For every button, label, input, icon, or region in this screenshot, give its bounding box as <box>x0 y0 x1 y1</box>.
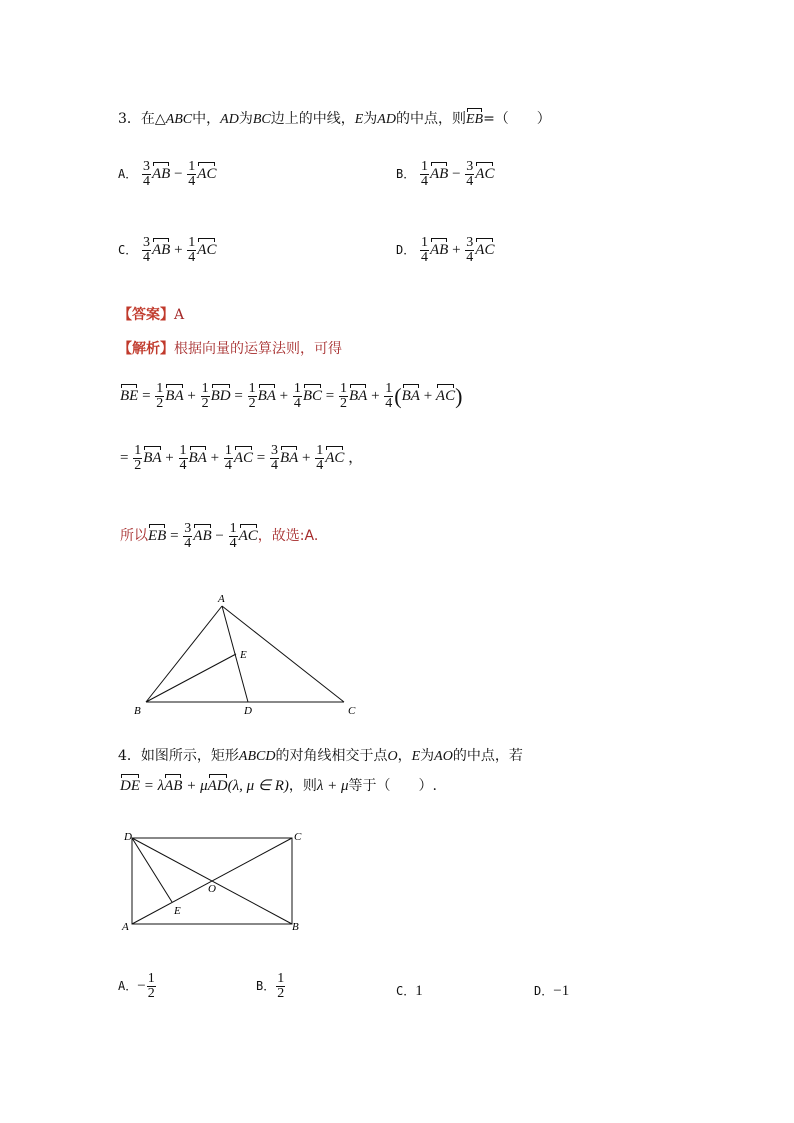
option-label: C． <box>118 242 138 257</box>
q3-text: AD <box>220 112 239 127</box>
fraction <box>201 382 210 411</box>
lambda-plus-mu: λ + μ <box>316 778 349 794</box>
vector-ba: BA <box>143 449 162 466</box>
label-c: C <box>294 831 302 843</box>
fraction <box>465 236 474 265</box>
triangle-figure <box>130 590 370 720</box>
fraction <box>465 160 474 189</box>
fraction <box>293 382 302 411</box>
fraction <box>187 160 196 189</box>
numerator: 3 <box>184 521 192 536</box>
analysis-tag: 【解析】 <box>118 341 174 357</box>
numerator: 1 <box>134 443 142 458</box>
denominator: 4 <box>316 458 324 473</box>
fraction <box>183 522 192 551</box>
denominator: 2 <box>248 396 256 411</box>
q4-text: 等于（ ）. <box>348 778 437 794</box>
fraction <box>248 382 257 411</box>
option-label: A． <box>118 978 138 993</box>
q4-text: ，则 <box>288 778 317 794</box>
answer-value: A <box>174 307 185 323</box>
q3-option-a[interactable] <box>118 160 216 189</box>
denominator: 2 <box>147 986 155 1001</box>
vector-eb: EB <box>465 112 484 127</box>
fraction <box>339 382 348 411</box>
vector-eb: EB <box>148 527 167 544</box>
vector-ba: BA <box>401 387 420 404</box>
q3-answer <box>118 304 184 324</box>
denominator: 2 <box>134 458 142 473</box>
numerator: 1 <box>201 381 209 396</box>
derivation-line-1: BE = $\frac{1}{2}$ BA + $\frac{1}{2}$ BD = $\frac{1}{2}$ BA + $\frac{1}{4}$ BC = $\frac{1}{2}$ BA + $\frac{1}{4}$ (BA + AC) <box>120 381 463 411</box>
label-b: B <box>134 705 141 717</box>
vector-ac: AC <box>197 241 217 258</box>
fraction <box>155 382 164 411</box>
numerator: 3 <box>466 159 474 174</box>
fraction <box>187 236 196 265</box>
denominator: 4 <box>188 250 196 265</box>
fraction <box>142 160 151 189</box>
q3-text: 在△ <box>140 111 166 127</box>
equals: = <box>166 527 183 544</box>
option-value: 1 <box>415 983 423 999</box>
q3-text: AD <box>377 112 396 127</box>
denominator: 2 <box>340 396 347 411</box>
vector-ac: AC <box>475 165 495 182</box>
q4-text: 为 <box>420 748 435 764</box>
q4-text: 的中点，若 <box>452 748 523 764</box>
label-e: E <box>174 905 181 917</box>
denominator: 4 <box>420 250 428 265</box>
numerator: 3 <box>142 235 150 250</box>
operator: − <box>452 165 461 182</box>
numerator: 1 <box>293 381 301 396</box>
denominator: 4 <box>229 536 237 551</box>
q4-option-c[interactable] <box>396 982 423 1000</box>
vector-ac: AC <box>238 527 258 544</box>
numerator: 1 <box>156 381 164 396</box>
q3-text: 为 <box>363 111 378 127</box>
vector-be: BE <box>120 387 139 404</box>
q4-number: 4． <box>118 748 141 764</box>
denominator: 2 <box>277 986 285 1001</box>
fraction <box>142 236 151 265</box>
conclusion-text: ，故选:A. <box>257 527 319 544</box>
denominator: 4 <box>224 458 232 473</box>
denominator: 4 <box>142 250 150 265</box>
vector-ba: BA <box>279 449 299 466</box>
vector-ac: AC <box>435 387 456 404</box>
label-a: A <box>218 593 225 605</box>
vector-ba: BA <box>257 387 276 404</box>
q4-text: 如图所示，矩形 <box>140 748 239 764</box>
denominator: 4 <box>184 536 192 551</box>
label-e: E <box>240 649 247 661</box>
q4-text: ABCD <box>238 749 276 764</box>
q3-stem <box>118 108 551 128</box>
vector-ba: BA <box>188 449 207 466</box>
fraction <box>133 444 142 473</box>
label-o: O <box>208 883 216 895</box>
q3-text: 的中点，则 <box>395 111 466 127</box>
label-d: D <box>244 705 252 717</box>
fraction <box>420 236 429 265</box>
paren: ( <box>394 383 402 409</box>
minus: − <box>211 527 228 544</box>
vector-ac: AC <box>233 449 253 466</box>
fraction <box>270 444 279 473</box>
fraction <box>147 972 156 1001</box>
denominator: 4 <box>420 174 428 189</box>
q3-option-c[interactable] <box>118 236 216 265</box>
vector-ac: AC <box>475 241 495 258</box>
label-a: A <box>122 921 129 933</box>
numerator: 1 <box>188 235 196 250</box>
option-label: A． <box>118 166 138 181</box>
q3-text: ABC <box>165 112 193 127</box>
equals-lambda: = λ <box>143 778 165 794</box>
segment-de <box>132 838 172 902</box>
denominator: 4 <box>270 458 278 473</box>
numerator: 3 <box>270 443 278 458</box>
segment-be <box>146 654 236 702</box>
conclusion-text: 所以 <box>120 527 148 544</box>
vector-ab: AB <box>193 527 212 544</box>
vector-ab: AB <box>429 165 449 182</box>
denominator: 2 <box>201 396 209 411</box>
q4-stem-line1 <box>118 745 523 765</box>
vector-bc: BC <box>302 387 323 404</box>
option-label: D． <box>396 242 416 257</box>
denominator: 4 <box>466 174 474 189</box>
operator: + <box>452 241 461 258</box>
vector-ab: AB <box>151 241 171 258</box>
answer-tag: 【答案】 <box>118 307 174 323</box>
numerator: 1 <box>229 521 237 536</box>
fraction <box>384 382 393 411</box>
option-label: B． <box>256 978 276 993</box>
fraction <box>420 160 429 189</box>
fraction <box>179 444 188 473</box>
fraction <box>276 972 285 1001</box>
q3-text: =（ ） <box>483 111 551 127</box>
fraction <box>315 444 324 473</box>
numerator: 1 <box>224 443 232 458</box>
q4-text: E <box>411 749 421 764</box>
vector-ba: BA <box>349 387 368 404</box>
vector-ab: AB <box>151 165 171 182</box>
numerator: 1 <box>248 381 256 396</box>
numerator: 1 <box>420 159 428 174</box>
label-d: D <box>124 831 132 843</box>
numerator: 1 <box>316 443 324 458</box>
vector-ab: AB <box>429 241 449 258</box>
q3-option-d[interactable] <box>396 236 494 265</box>
q3-text: 边上的中线， <box>270 111 355 127</box>
q4-stem-line2 <box>120 775 437 795</box>
q3-text: 中， <box>192 111 221 127</box>
label-b: B <box>292 921 299 933</box>
vector-ad: AD <box>207 778 228 794</box>
denominator: 4 <box>142 174 150 189</box>
denominator: 4 <box>466 250 474 265</box>
paren: ) <box>455 383 463 409</box>
plus-mu: + μ <box>186 778 208 794</box>
minus-sign: − <box>137 977 146 994</box>
q3-analysis <box>118 338 342 358</box>
segment-ab <box>146 606 222 702</box>
numerator: 1 <box>340 381 347 396</box>
option-label: C． <box>396 984 416 998</box>
conclusion-line <box>120 522 318 551</box>
q4-text: ， <box>397 748 412 764</box>
q3-text: E <box>354 112 364 127</box>
numerator: 1 <box>385 381 393 396</box>
numerator: 1 <box>147 971 155 986</box>
vector-de: DE <box>120 778 140 794</box>
denominator: 4 <box>293 396 301 411</box>
denominator: 4 <box>179 458 187 473</box>
option-value: −1 <box>553 983 570 999</box>
option-label: D． <box>534 984 554 998</box>
operator: − <box>174 165 183 182</box>
q4-text: AO <box>434 749 453 764</box>
vector-ab: AB <box>164 778 183 794</box>
vector-ba: BA <box>165 387 184 404</box>
label-c: C <box>348 705 356 717</box>
numerator: 3 <box>142 159 150 174</box>
q4-option-d[interactable] <box>534 982 569 1000</box>
option-label: B． <box>396 166 416 181</box>
fraction <box>224 444 233 473</box>
operator: + <box>174 241 183 258</box>
denominator: 2 <box>156 396 164 411</box>
q3-text: BC <box>252 112 271 127</box>
numerator: 1 <box>188 159 196 174</box>
q4-text: 的对角线相交于点 <box>275 748 388 764</box>
denominator: 4 <box>385 396 393 411</box>
rectangle-figure <box>118 826 312 938</box>
numerator: 1 <box>179 443 187 458</box>
condition: (λ, μ ∈ R) <box>227 778 289 794</box>
q3-option-b[interactable] <box>396 160 494 189</box>
numerator: 1 <box>420 235 428 250</box>
denominator: 4 <box>188 174 196 189</box>
derivation-line-2: = $\frac{1}{2}$ BA + $\frac{1}{4}$ BA + $\frac{1}{4}$ AC = $\frac{3}{4}$ BA + $\frac{1}{4}$ AC ， <box>120 443 364 473</box>
vector-ac: AC <box>197 165 217 182</box>
q3-number: 3． <box>118 111 141 127</box>
q4-option-a[interactable] <box>118 972 157 1001</box>
fraction <box>229 522 238 551</box>
numerator: 3 <box>466 235 474 250</box>
q4-text: O <box>387 749 398 764</box>
vector-bd: BD <box>210 387 231 404</box>
vector-ac: AC <box>325 449 345 466</box>
q3-text: 为 <box>238 111 253 127</box>
q4-option-b[interactable] <box>256 972 286 1001</box>
numerator: 1 <box>277 971 285 986</box>
analysis-text: 根据向量的运算法则，可得 <box>174 341 342 357</box>
